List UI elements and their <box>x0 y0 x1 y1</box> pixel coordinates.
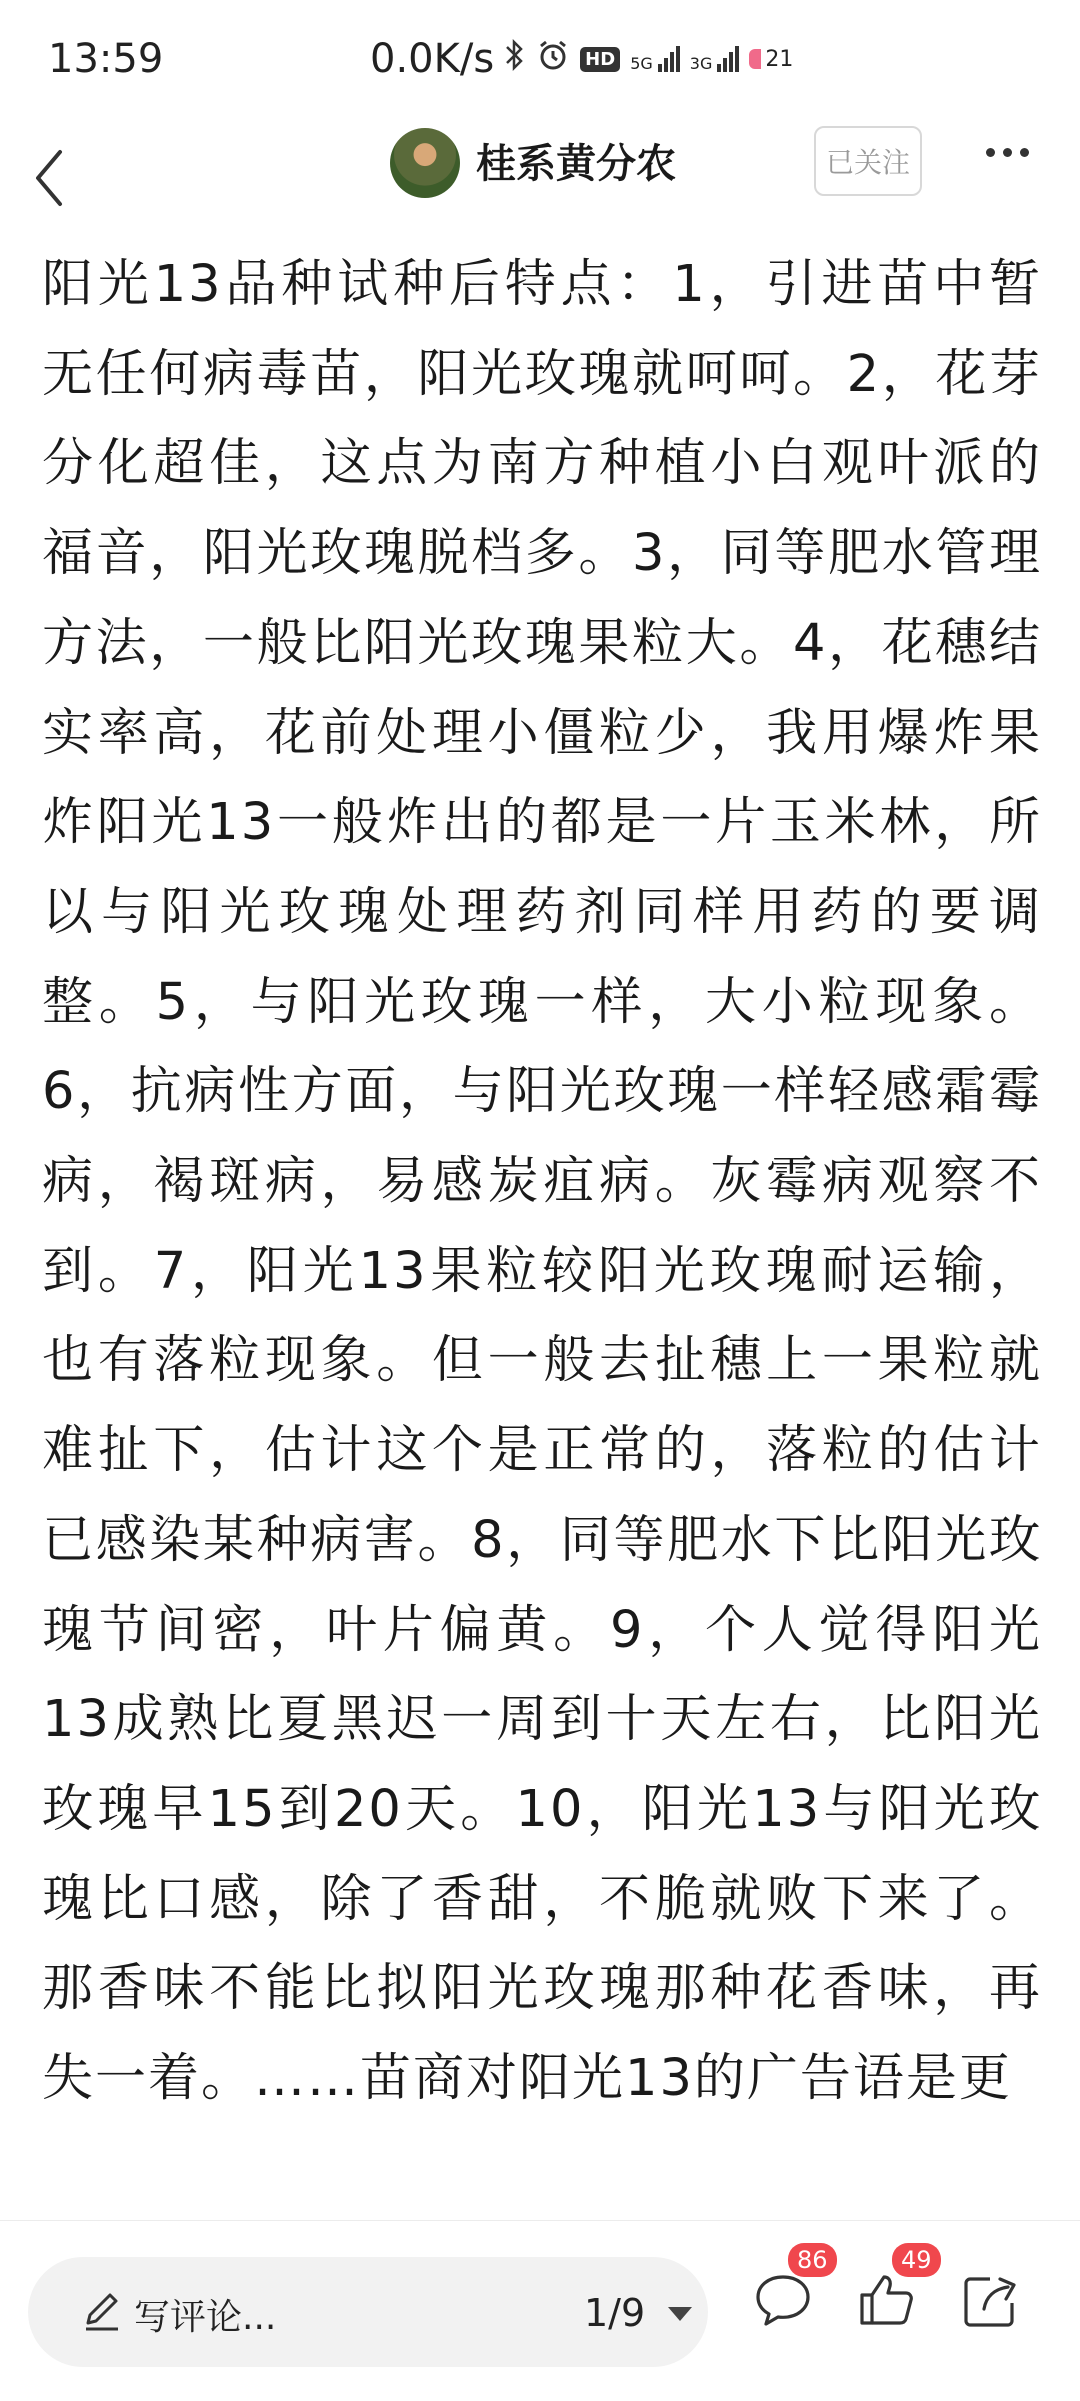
bottom-bar <box>0 2220 1080 2401</box>
battery-level: 21 <box>765 46 794 72</box>
back-button[interactable] <box>22 138 82 218</box>
status-indicators <box>370 36 793 82</box>
like-button[interactable] <box>856 2246 932 2331</box>
pen-icon <box>80 2289 124 2333</box>
status-time: 13:59 <box>48 36 164 82</box>
signal-5g-icon: 5G <box>630 46 680 72</box>
follow-button[interactable]: 已关注 <box>814 126 922 196</box>
caret-down-icon[interactable] <box>668 2307 692 2321</box>
share-icon <box>960 2269 1022 2331</box>
network-speed: 0.0K/s <box>370 36 495 82</box>
battery-icon <box>749 47 793 72</box>
hd-badge: HD <box>580 47 620 72</box>
signal-3g-icon: 3G <box>690 46 740 72</box>
like-count-badge: 49 <box>892 2243 941 2277</box>
page-indicator[interactable]: 1/9 <box>584 2291 646 2335</box>
comment-input[interactable] <box>28 2257 708 2367</box>
more-horizontal-icon <box>986 148 995 157</box>
article-text: 阳光13品种试种后特点：1，引进苗中暂无任何病毒苗，阳光玫瑰就呵呵。2，花芽分化超佳，这点为南方种植小白观叶派的福音，阳光玫瑰脱档多。3，同等肥水管理方法，一般比阳光玫瑰果粒大。4，花穗结实率高，花前处理小僵粒少，我用爆炸果炸阳光13一般炸出的都是一片玉米林，所以与阳光玫瑰处理药剂同样用药的要调整。5，与阳光玫瑰一样，大小粒现象。6，抗病性方面，与阳光玫瑰一样轻感霜霉病，褐斑病，易感炭疽病。灰霉病观察不到。7，阳光13果粒较阳光玫瑰耐运输，也有落粒现象。但一般去扯穗上一果粒就难扯下，估计这个是正常的，落粒的估计已感染某种病害。8，同等肥水下比阳光玫瑰节间密，叶片偏黄。9，个人觉得阳光13成熟比夏黑迟一周到十天左右，比阳光玫瑰早15到20天。10，阳光13与阳光玫瑰比口感，除了香甜，不脆就败下来了。那香味不能比拟阳光玫瑰那种花香味，再失一着。……苗商对阳光13的广告语是更 <box>42 255 1042 2109</box>
comment-count-badge: 86 <box>788 2243 837 2277</box>
comment-placeholder: 写评论... <box>134 2297 277 2338</box>
comment-button[interactable] <box>752 2246 828 2331</box>
more-button[interactable] <box>986 148 1029 157</box>
status-bar <box>0 0 1080 120</box>
article-body <box>42 240 1042 2220</box>
thumbs-up-icon <box>856 2269 918 2331</box>
comment-bubble-icon <box>752 2269 814 2331</box>
alarm-icon <box>536 38 570 80</box>
author-name[interactable]: 桂系黄分农 <box>476 141 676 187</box>
avatar[interactable] <box>390 128 460 198</box>
bluetooth-icon <box>504 38 526 80</box>
chevron-left-icon <box>22 138 82 218</box>
share-button[interactable] <box>960 2269 1022 2331</box>
